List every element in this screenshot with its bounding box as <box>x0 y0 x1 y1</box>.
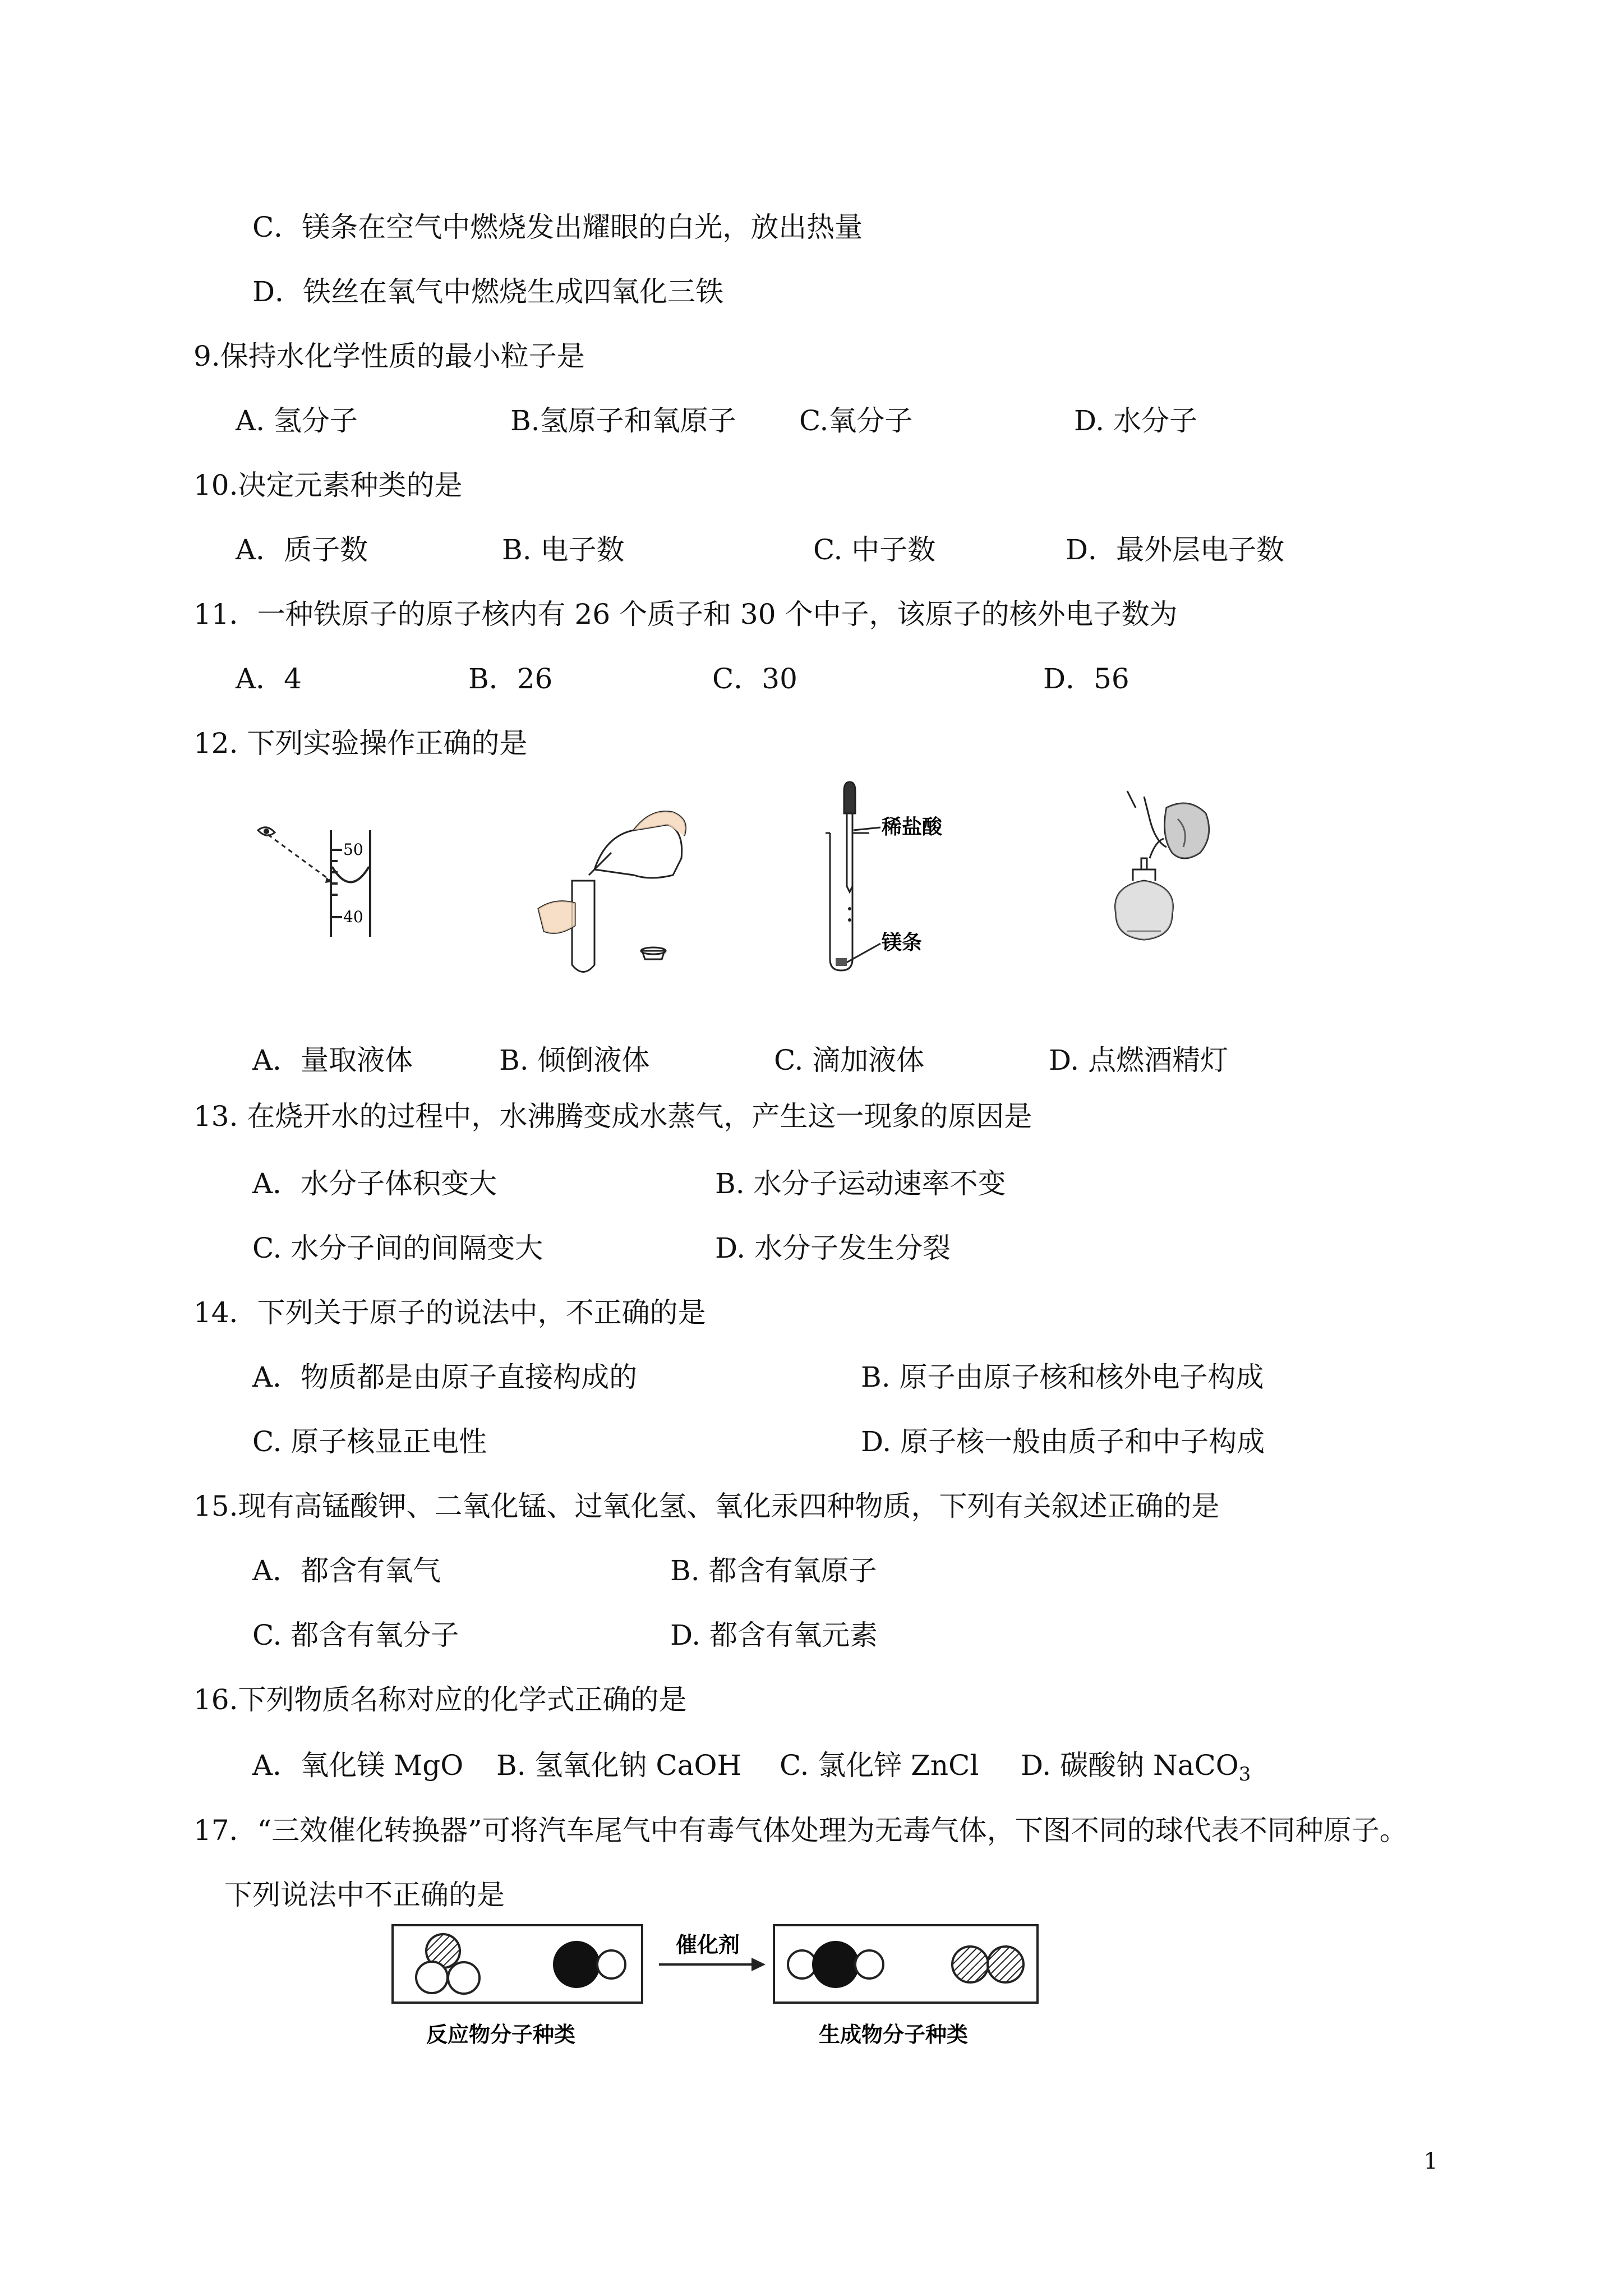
figure-pour-liquid <box>505 797 707 982</box>
q10-option-c: C. 中子数 <box>813 533 936 566</box>
q9-option-c: C.氧分子 <box>799 404 913 437</box>
q16-option-d <box>1021 1751 1251 1784</box>
q14-option-b: B. 原子由原子核和核外电子构成 <box>861 1361 1264 1393</box>
q15-option-c: C. 都含有氧分子 <box>252 1619 459 1651</box>
q11-option-b: B．26 <box>468 662 553 695</box>
q9-option-d: D. 水分子 <box>1074 404 1198 437</box>
q8-option-c: C．镁条在空气中燃烧发出耀眼的白光，放出热量 <box>252 211 863 243</box>
q10-option-d: D．最外层电子数 <box>1066 533 1285 566</box>
q8-option-d: D．铁丝在氧气中燃烧生成四氧化三铁 <box>252 275 724 308</box>
q9-stem: 9.保持水化学性质的最小粒子是 <box>193 340 585 372</box>
q14-option-a: A．物质都是由原子直接构成的 <box>252 1361 638 1393</box>
q10-stem: 10.决定元素种类的是 <box>193 469 463 501</box>
q15-option-d: D. 都含有氧元素 <box>670 1619 878 1651</box>
q12-option-c: C. 滴加液体 <box>774 1044 925 1076</box>
q11-stem: 11．一种铁原子的原子核内有 26 个质子和 30 个中子，该原子的核外电子数为 <box>193 598 1178 631</box>
q9-option-b: B.氢原子和氧原子 <box>510 404 736 437</box>
product-atom-black <box>813 1942 858 1987</box>
q12-option-b: B. 倾倒液体 <box>499 1044 650 1076</box>
cylinder-bottom-label: 40 <box>343 908 363 926</box>
q15-option-a: A．都含有氧气 <box>252 1554 441 1587</box>
reactant-atom-white-2 <box>448 1962 479 1994</box>
q11-option-a: A．4 <box>236 662 302 695</box>
q16-option-b: B. 氢氧化钠 CaOH <box>496 1749 742 1782</box>
q16-stem: 16.下列物质名称对应的化学式正确的是 <box>193 1683 687 1716</box>
q10-option-b: B. 电子数 <box>502 533 625 566</box>
q13-stem: 13. 在烧开水的过程中，水沸腾变成水蒸气，产生这一现象的原因是 <box>193 1100 1032 1133</box>
q13-option-a: A．水分子体积变大 <box>252 1167 497 1200</box>
acid-label: 稀盐酸 <box>882 815 943 839</box>
q12-option-a: A．量取液体 <box>252 1044 413 1076</box>
q14-option-c: C. 原子核显正电性 <box>252 1425 487 1458</box>
reactant-label: 反应物分子种类 <box>426 2022 576 2047</box>
figure-catalytic-reaction <box>387 1918 1049 2064</box>
catalyst-label: 催化剂 <box>676 1932 740 1957</box>
figure-measure-liquid <box>252 819 398 942</box>
q12-option-d: D. 点燃酒精灯 <box>1049 1044 1229 1076</box>
q16-option-d-main: D. 碳酸钠 NaCO <box>1021 1749 1239 1782</box>
page-number: 1 <box>1423 2148 1438 2174</box>
reactant-atom-white-1 <box>416 1962 448 1993</box>
figure-drop-liquid <box>819 780 1004 976</box>
q13-option-b: B. 水分子运动速率不变 <box>715 1167 1006 1200</box>
q11-option-c: C．30 <box>712 662 797 695</box>
q16-option-a: A．氧化镁 MgO <box>252 1749 464 1782</box>
figure-light-lamp <box>1094 785 1228 954</box>
product-atom-white-1 <box>788 1950 816 1978</box>
q16-option-c: C. 氯化锌 ZnCl <box>780 1749 979 1782</box>
q17-stem-2: 下列说法中不正确的是 <box>224 1879 505 1911</box>
cylinder-top-label: 50 <box>343 840 363 859</box>
arrow-head-icon <box>751 1958 766 1971</box>
reactant-atom-black <box>554 1942 599 1987</box>
q11-option-d: D．56 <box>1043 662 1129 695</box>
q10-option-a: A．质子数 <box>236 533 368 566</box>
q14-option-d: D. 原子核一般由质子和中子构成 <box>861 1425 1265 1458</box>
q15-option-b: B. 都含有氧原子 <box>670 1554 877 1587</box>
q14-stem: 14．下列关于原子的说法中，不正确的是 <box>193 1296 706 1329</box>
product-atom-hatched-1 <box>952 1947 988 1982</box>
q15-stem: 15.现有高锰酸钾、二氧化锰、过氧化氢、氧化汞四种物质，下列有关叙述正确的是 <box>193 1490 1220 1522</box>
q17-stem: 17．“三效催化转换器”可将汽车尾气中有毒气体处理为无毒气体，下图不同的球代表不同种原子。 <box>193 1814 1408 1847</box>
product-label: 生成物分子种类 <box>819 2022 969 2047</box>
product-atom-white-2 <box>855 1950 883 1978</box>
q9-option-a: A. 氢分子 <box>236 404 358 437</box>
product-atom-hatched-2 <box>988 1947 1023 1982</box>
q12-stem: 12. 下列实验操作正确的是 <box>193 727 528 760</box>
mg-label: 镁条 <box>882 931 923 954</box>
q13-option-c: C. 水分子间的间隔变大 <box>252 1232 543 1264</box>
q16-option-d-subscript: 3 <box>1238 1763 1251 1786</box>
reactant-atom-white-3 <box>597 1950 625 1978</box>
q13-option-d: D. 水分子发生分裂 <box>715 1232 951 1264</box>
